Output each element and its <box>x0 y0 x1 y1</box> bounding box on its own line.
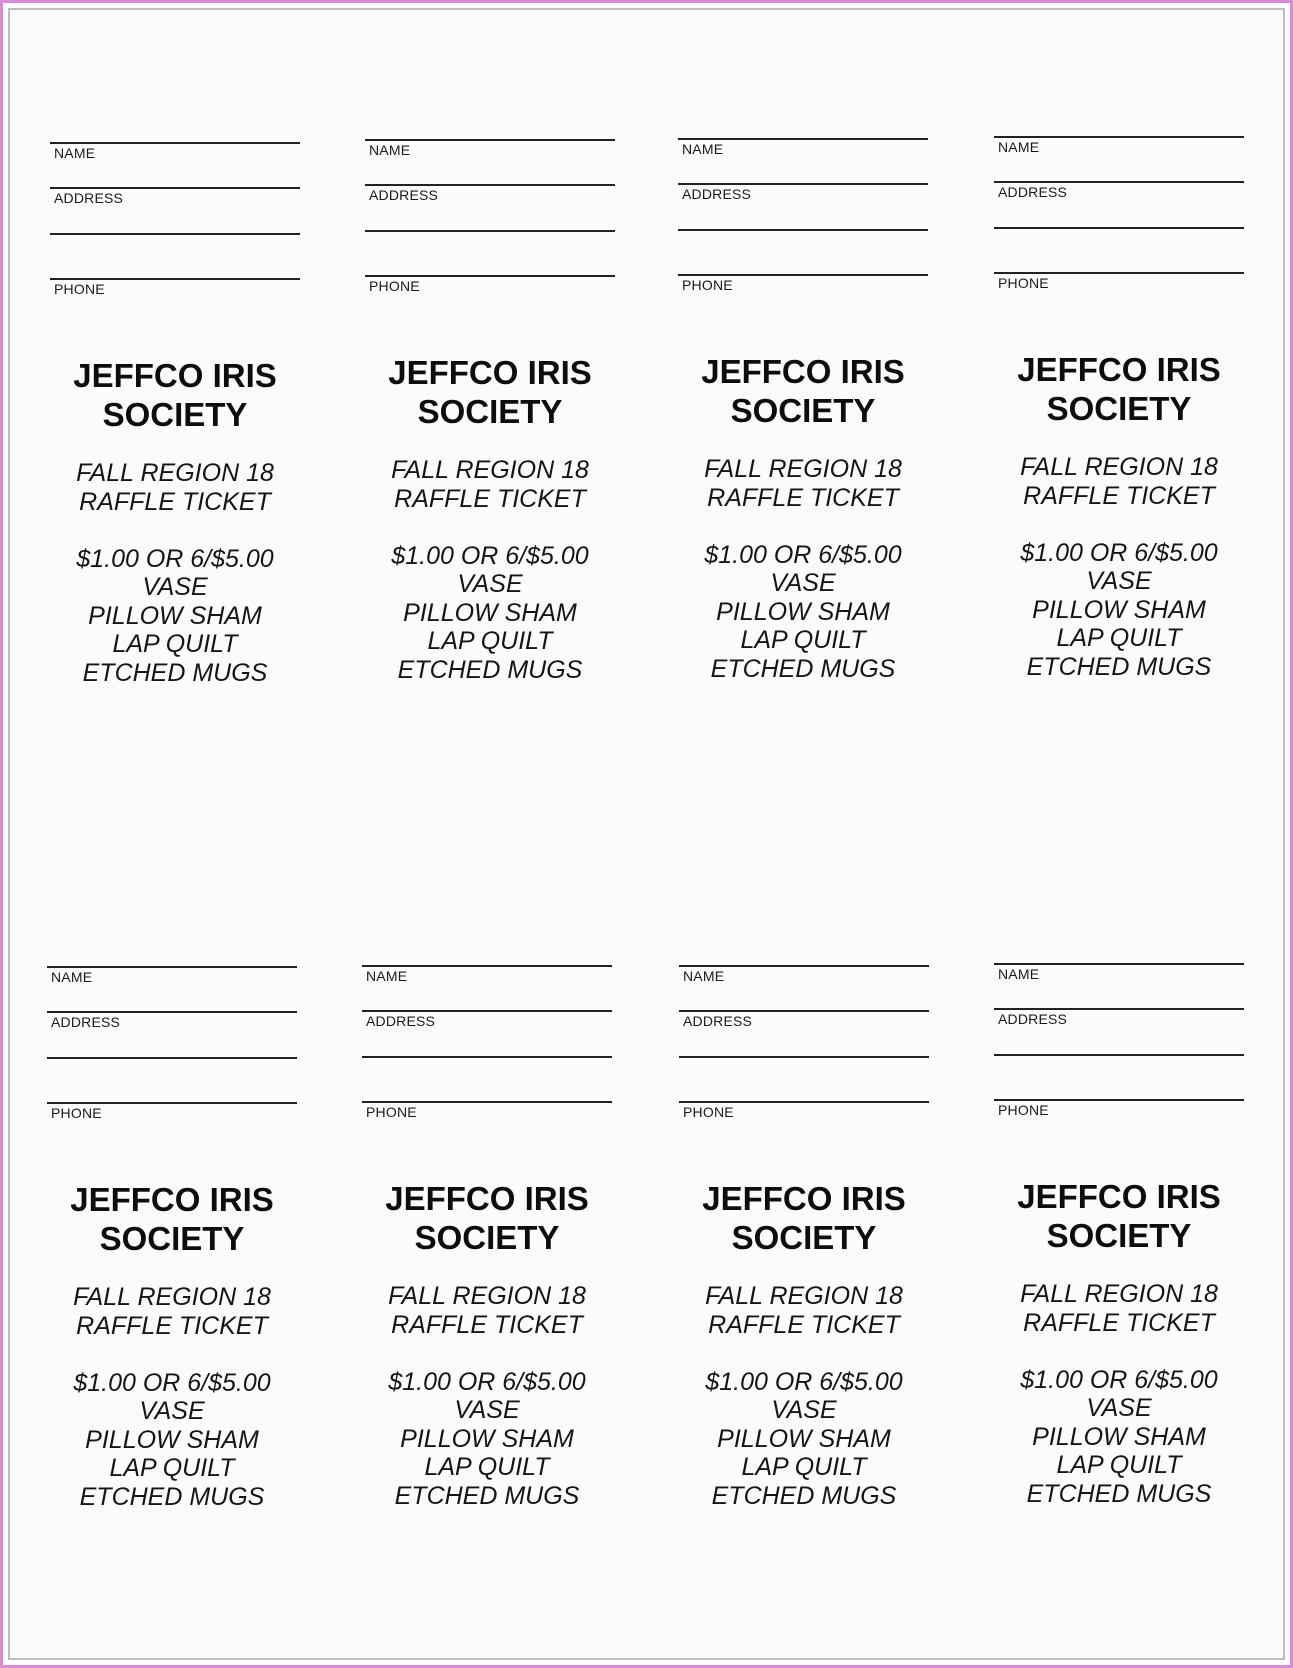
address-line <box>678 183 928 185</box>
entry-form <box>679 965 929 1125</box>
name-label: NAME <box>683 968 725 984</box>
entry-form <box>365 139 615 299</box>
prize-item: PILLOW SHAM <box>717 1424 891 1453</box>
raffle-ticket <box>47 966 297 1511</box>
entry-form <box>362 965 612 1125</box>
org-line-1: JEFFCO IRIS <box>1017 1178 1221 1215</box>
prize-item: LAP QUILT <box>1056 1451 1182 1479</box>
spacer <box>658 512 948 541</box>
price-text: $1.00 OR 6/$5.00 <box>76 544 274 573</box>
raffle-ticket <box>678 138 928 683</box>
spacer <box>974 510 1264 539</box>
org-line-1: JEFFCO IRIS <box>73 357 277 394</box>
price-text: $1.00 OR 6/$5.00 <box>1020 1365 1218 1394</box>
address-label: ADDRESS <box>682 186 752 202</box>
ticket-info <box>974 453 1264 681</box>
prize-item: LAP QUILT <box>427 627 553 655</box>
organization-title <box>658 352 948 430</box>
address-line <box>679 1010 929 1012</box>
prize-item: VASE <box>1086 567 1152 595</box>
event-line-2: RAFFLE TICKET <box>1023 1308 1215 1337</box>
phone-line <box>47 1102 297 1104</box>
spacer <box>659 1339 949 1368</box>
address-line <box>994 181 1244 183</box>
name-line <box>994 963 1244 965</box>
prize-item: ETCHED MUGS <box>1026 652 1212 681</box>
phone-label: PHONE <box>366 1104 417 1120</box>
spacer <box>345 513 635 542</box>
raffle-ticket <box>50 142 300 687</box>
organization-title <box>974 1177 1264 1255</box>
org-line-2: SOCIETY <box>731 1219 877 1256</box>
org-line-1: JEFFCO IRIS <box>701 353 905 390</box>
org-line-1: JEFFCO IRIS <box>385 1180 589 1217</box>
phone-line <box>50 278 300 280</box>
name-label: NAME <box>682 141 724 157</box>
prize-item: ETCHED MUGS <box>710 654 896 683</box>
org-line-1: JEFFCO IRIS <box>388 354 592 391</box>
address-line-2 <box>994 1054 1244 1056</box>
prize-item: LAP QUILT <box>109 1454 235 1482</box>
name-line <box>365 139 615 141</box>
event-line-2: RAFFLE TICKET <box>394 484 586 513</box>
prize-item: VASE <box>1086 1394 1152 1422</box>
name-label: NAME <box>54 145 96 161</box>
org-line-2: SOCIETY <box>414 1219 560 1256</box>
org-line-2: SOCIETY <box>102 396 248 433</box>
ticket-info <box>659 1282 949 1510</box>
ticket-info <box>30 459 320 687</box>
ticket-info <box>342 1282 632 1510</box>
name-line <box>679 965 929 967</box>
event-line-2: RAFFLE TICKET <box>708 1310 900 1339</box>
org-line-2: SOCIETY <box>730 392 876 429</box>
ticket-info <box>345 456 635 684</box>
prize-item: PILLOW SHAM <box>400 1424 574 1453</box>
address-label: ADDRESS <box>998 184 1068 200</box>
address-label: ADDRESS <box>683 1013 753 1029</box>
raffle-ticket <box>679 965 929 1510</box>
phone-line <box>678 274 928 276</box>
price-text: $1.00 OR 6/$5.00 <box>1020 538 1218 567</box>
prize-item: PILLOW SHAM <box>1032 1422 1206 1451</box>
address-line-2 <box>994 227 1244 229</box>
event-line-1: FALL REGION 18 <box>73 1283 271 1311</box>
phone-label: PHONE <box>998 275 1049 291</box>
prize-item: VASE <box>139 1397 205 1425</box>
prize-item: LAP QUILT <box>424 1453 550 1481</box>
price-text: $1.00 OR 6/$5.00 <box>73 1368 271 1397</box>
event-line-2: RAFFLE TICKET <box>391 1310 583 1339</box>
org-line-2: SOCIETY <box>1046 390 1192 427</box>
event-line-2: RAFFLE TICKET <box>79 487 271 516</box>
entry-form <box>50 142 300 302</box>
address-line-2 <box>679 1056 929 1058</box>
name-label: NAME <box>369 142 411 158</box>
ticket-info <box>27 1283 317 1511</box>
prize-item: LAP QUILT <box>740 626 866 654</box>
prize-item: ETCHED MUGS <box>1026 1479 1212 1508</box>
event-line-1: FALL REGION 18 <box>1020 1280 1218 1308</box>
address-line <box>47 1011 297 1013</box>
phone-label: PHONE <box>998 1102 1049 1118</box>
prize-item: VASE <box>770 569 836 597</box>
phone-line <box>365 275 615 277</box>
organization-title <box>345 353 635 431</box>
event-line-2: RAFFLE TICKET <box>1023 481 1215 510</box>
prize-item: PILLOW SHAM <box>88 601 262 630</box>
address-line-2 <box>50 233 300 235</box>
prize-item: ETCHED MUGS <box>394 1481 580 1510</box>
address-line-2 <box>365 230 615 232</box>
name-line <box>994 136 1244 138</box>
name-label: NAME <box>366 968 408 984</box>
spacer <box>30 516 320 545</box>
org-line-2: SOCIETY <box>99 1220 245 1257</box>
price-text: $1.00 OR 6/$5.00 <box>391 541 589 570</box>
address-label: ADDRESS <box>54 190 124 206</box>
prize-item: ETCHED MUGS <box>711 1481 897 1510</box>
name-label: NAME <box>998 966 1040 982</box>
organization-title <box>974 350 1264 428</box>
event-line-1: FALL REGION 18 <box>388 1282 586 1310</box>
prize-item: ETCHED MUGS <box>82 658 268 687</box>
name-line <box>678 138 928 140</box>
address-line-2 <box>362 1056 612 1058</box>
organization-title <box>659 1179 949 1257</box>
event-line-1: FALL REGION 18 <box>705 1282 903 1310</box>
event-line-2: RAFFLE TICKET <box>707 483 899 512</box>
event-line-1: FALL REGION 18 <box>704 455 902 483</box>
prize-item: PILLOW SHAM <box>85 1425 259 1454</box>
raffle-ticket <box>994 963 1244 1508</box>
phone-label: PHONE <box>51 1105 102 1121</box>
phone-label: PHONE <box>54 281 105 297</box>
raffle-ticket <box>362 965 612 1510</box>
address-line <box>50 187 300 189</box>
address-line <box>365 184 615 186</box>
prize-item: PILLOW SHAM <box>403 598 577 627</box>
phone-line <box>679 1101 929 1103</box>
name-line <box>47 966 297 968</box>
address-label: ADDRESS <box>51 1014 121 1030</box>
ticket-info <box>658 455 948 683</box>
address-line-2 <box>678 229 928 231</box>
spacer <box>974 1337 1264 1366</box>
prize-item: LAP QUILT <box>112 630 238 658</box>
prize-item: ETCHED MUGS <box>79 1482 265 1511</box>
event-line-1: FALL REGION 18 <box>76 459 274 487</box>
ticket-info <box>974 1280 1264 1508</box>
event-line-1: FALL REGION 18 <box>1020 453 1218 481</box>
prize-item: PILLOW SHAM <box>716 597 890 626</box>
spacer <box>27 1340 317 1369</box>
organization-title <box>27 1180 317 1258</box>
name-line <box>362 965 612 967</box>
prize-item: VASE <box>454 1396 520 1424</box>
address-label: ADDRESS <box>998 1011 1068 1027</box>
event-line-2: RAFFLE TICKET <box>76 1311 268 1340</box>
entry-form <box>994 963 1244 1123</box>
org-line-2: SOCIETY <box>417 393 563 430</box>
price-text: $1.00 OR 6/$5.00 <box>705 1367 903 1396</box>
prize-item: VASE <box>771 1396 837 1424</box>
name-line <box>50 142 300 144</box>
organization-title <box>342 1179 632 1257</box>
address-line-2 <box>47 1057 297 1059</box>
entry-form <box>47 966 297 1126</box>
entry-form <box>678 138 928 298</box>
org-line-2: SOCIETY <box>1046 1217 1192 1254</box>
address-line <box>362 1010 612 1012</box>
entry-form <box>994 136 1244 296</box>
org-line-1: JEFFCO IRIS <box>702 1180 906 1217</box>
price-text: $1.00 OR 6/$5.00 <box>704 540 902 569</box>
prize-item: LAP QUILT <box>741 1453 867 1481</box>
prize-item: PILLOW SHAM <box>1032 595 1206 624</box>
phone-label: PHONE <box>683 1104 734 1120</box>
phone-line <box>994 272 1244 274</box>
raffle-ticket <box>994 136 1244 681</box>
org-line-1: JEFFCO IRIS <box>70 1181 274 1218</box>
phone-label: PHONE <box>682 277 733 293</box>
phone-line <box>362 1101 612 1103</box>
spacer <box>342 1339 632 1368</box>
phone-line <box>994 1099 1244 1101</box>
address-line <box>994 1008 1244 1010</box>
price-text: $1.00 OR 6/$5.00 <box>388 1367 586 1396</box>
org-line-1: JEFFCO IRIS <box>1017 351 1221 388</box>
event-line-1: FALL REGION 18 <box>391 456 589 484</box>
prize-item: LAP QUILT <box>1056 624 1182 652</box>
prize-item: ETCHED MUGS <box>397 655 583 684</box>
name-label: NAME <box>998 139 1040 155</box>
prize-item: VASE <box>142 573 208 601</box>
organization-title <box>30 356 320 434</box>
raffle-ticket <box>365 139 615 684</box>
name-label: NAME <box>51 969 93 985</box>
address-label: ADDRESS <box>369 187 439 203</box>
address-label: ADDRESS <box>366 1013 436 1029</box>
prize-item: VASE <box>457 570 523 598</box>
phone-label: PHONE <box>369 278 420 294</box>
